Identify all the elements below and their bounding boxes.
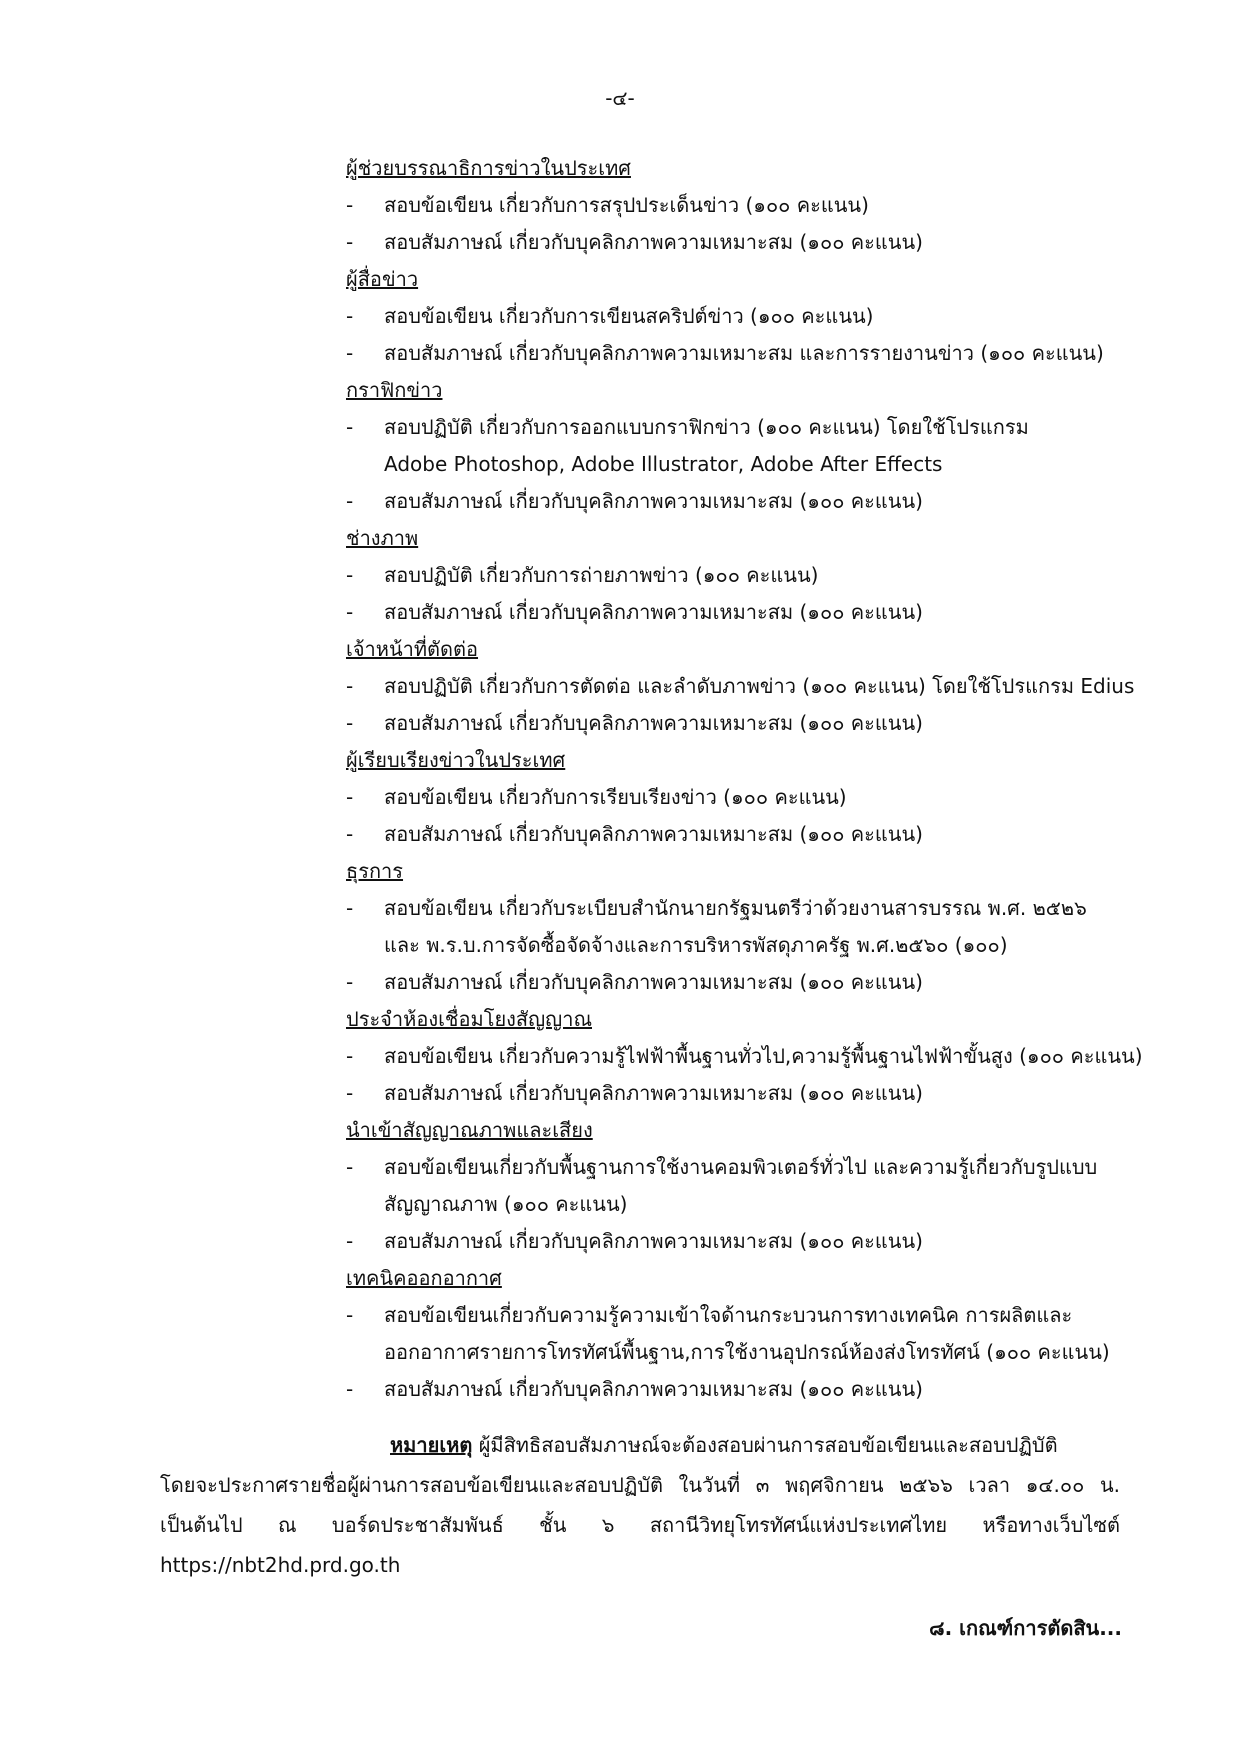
section-title: กราฟิกข่าว	[346, 378, 443, 402]
bullet-dash: -	[346, 600, 354, 624]
bullet-dash: -	[346, 1081, 354, 1105]
exam-item	[346, 1297, 1146, 1371]
exam-item	[346, 779, 1146, 816]
exam-item-text: สอบข้อเขียน เกี่ยวกับระเบียบสำนักนายกรัฐมนตรีว่าด้วยงานสารบรรณ พ.ศ. ๒๕๒๖	[384, 896, 1087, 920]
bullet-dash: -	[346, 1303, 354, 1327]
section-title: เทคนิคออกอากาศ	[346, 1266, 502, 1290]
note-first-line: ผู้มีสิทธิสอบสัมภาษณ์จะต้องสอบผ่านการสอบข้อเขียนและสอบปฏิบัติ	[478, 1433, 1058, 1457]
exam-item-text: สอบสัมภาษณ์ เกี่ยวกับบุคลิกภาพความเหมาะสม (๑๐๐ คะแนน)	[384, 1377, 923, 1401]
note-paragraph	[160, 1425, 1120, 1585]
exam-item	[346, 668, 1146, 705]
exam-item	[346, 816, 1146, 853]
exam-item-text: สอบสัมภาษณ์ เกี่ยวกับบุคลิกภาพความเหมาะสม (๑๐๐ คะแนน)	[384, 822, 923, 846]
exam-item-text: สอบข้อเขียน เกี่ยวกับการเรียบเรียงข่าว (๑๐๐ คะแนน)	[384, 785, 847, 809]
exam-item	[346, 187, 1146, 224]
exam-item-text: สอบสัมภาษณ์ เกี่ยวกับบุคลิกภาพความเหมาะสม และการรายงานข่าว (๑๐๐ คะแนน)	[384, 341, 1104, 365]
next-page-footer: ๘. เกณฑ์การตัดสิน...	[929, 1616, 1122, 1640]
section-title: ธุรการ	[346, 859, 404, 883]
bullet-dash: -	[346, 970, 354, 994]
exam-item-text: สอบสัมภาษณ์ เกี่ยวกับบุคลิกภาพความเหมาะสม (๑๐๐ คะแนน)	[384, 711, 923, 735]
exam-item-text: ออกอากาศรายการโทรทัศน์พื้นฐาน,การใช้งานอุปกรณ์ห้องส่งโทรทัศน์ (๑๐๐ คะแนน)	[384, 1340, 1110, 1364]
exam-item	[346, 594, 1146, 631]
section-title: ประจำห้องเชื่อมโยงสัญญาณ	[346, 1007, 592, 1031]
website-link[interactable]: https://nbt2hd.prd.go.th	[160, 1553, 401, 1577]
page-number: -๔-	[605, 86, 635, 110]
bullet-dash: -	[346, 822, 354, 846]
exam-item-text: สอบสัมภาษณ์ เกี่ยวกับบุคลิกภาพความเหมาะสม (๑๐๐ คะแนน)	[384, 970, 923, 994]
bullet-dash: -	[346, 711, 354, 735]
bullet-dash: -	[346, 1044, 354, 1068]
exam-item	[346, 409, 1146, 483]
exam-item	[346, 1149, 1146, 1223]
exam-item-text: สอบสัมภาษณ์ เกี่ยวกับบุคลิกภาพความเหมาะสม (๑๐๐ คะแนน)	[384, 489, 923, 513]
section-title: ผู้เรียบเรียงข่าวในประเทศ	[346, 748, 566, 772]
bullet-dash: -	[346, 563, 354, 587]
exam-item-text: สอบปฏิบัติ เกี่ยวกับการถ่ายภาพข่าว (๑๐๐ คะแนน)	[384, 563, 819, 587]
bullet-dash: -	[346, 230, 354, 254]
bullet-dash: -	[346, 896, 354, 920]
section-title: ผู้ช่วยบรรณาธิการข่าวในประเทศ	[346, 156, 631, 180]
exam-item-text: สอบข้อเขียนเกี่ยวกับความรู้ความเข้าใจด้านกระบวนการทางเทคนิค การผลิตและ	[384, 1303, 1073, 1327]
exam-item	[346, 890, 1146, 964]
bullet-dash: -	[346, 1229, 354, 1253]
exam-item-text: สอบสัมภาษณ์ เกี่ยวกับบุคลิกภาพความเหมาะสม (๑๐๐ คะแนน)	[384, 600, 923, 624]
exam-item-text: สอบข้อเขียน เกี่ยวกับการสรุปประเด็นข่าว (๑๐๐ คะแนน)	[384, 193, 869, 217]
exam-item	[346, 224, 1146, 261]
section-title: ช่างภาพ	[346, 526, 419, 550]
exam-item-text: Adobe Photoshop, Adobe Illustrator, Adobe After Effects	[384, 452, 943, 476]
section-title: ผู้สื่อข่าว	[346, 267, 419, 291]
exam-item	[346, 557, 1146, 594]
exam-item	[346, 298, 1146, 335]
exam-item	[346, 705, 1146, 742]
section-title: นำเข้าสัญญาณภาพและเสียง	[346, 1118, 593, 1142]
exam-item	[346, 1371, 1146, 1408]
exam-item	[346, 483, 1146, 520]
exam-item-text: สอบข้อเขียน เกี่ยวกับการเขียนสคริปต์ข่าว (๑๐๐ คะแนน)	[384, 304, 874, 328]
bullet-dash: -	[346, 785, 354, 809]
bullet-dash: -	[346, 674, 354, 698]
exam-item-text: สอบสัมภาษณ์ เกี่ยวกับบุคลิกภาพความเหมาะสม (๑๐๐ คะแนน)	[384, 1229, 923, 1253]
section-title: เจ้าหน้าที่ตัดต่อ	[346, 637, 479, 661]
exam-item-text: และ พ.ร.บ.การจัดซื้อจัดจ้างและการบริหารพัสดุภาครัฐ พ.ศ.๒๕๖๐ (๑๐๐)	[384, 933, 1008, 957]
exam-item-text: สอบปฏิบัติ เกี่ยวกับการตัดต่อ และลำดับภาพข่าว (๑๐๐ คะแนน) โดยใช้โปรแกรม Edius	[384, 674, 1135, 698]
bullet-dash: -	[346, 1377, 354, 1401]
bullet-dash: -	[346, 341, 354, 365]
exam-item-text: สอบสัมภาษณ์ เกี่ยวกับบุคลิกภาพความเหมาะสม (๑๐๐ คะแนน)	[384, 230, 923, 254]
exam-item-text: สัญญาณภาพ (๑๐๐ คะแนน)	[384, 1192, 628, 1216]
exam-item-text: สอบข้อเขียนเกี่ยวกับพื้นฐานการใช้งานคอมพิวเตอร์ทั่วไป และความรู้เกี่ยวกับรูปแบบ	[384, 1155, 1098, 1179]
exam-sections	[346, 150, 1146, 1408]
exam-item-text: สอบข้อเขียน เกี่ยวกับความรู้ไฟฟ้าพื้นฐานทั่วไป,ความรู้พื้นฐานไฟฟ้าขั้นสูง (๑๐๐ คะแนน)	[384, 1044, 1143, 1068]
exam-item-text: สอบปฏิบัติ เกี่ยวกับการออกแบบกราฟิกข่าว (๑๐๐ คะแนน) โดยใช้โปรแกรม	[384, 415, 1029, 439]
bullet-dash: -	[346, 304, 354, 328]
note-label: หมายเหตุ	[390, 1433, 473, 1457]
note-line-3: เป็นต้นไป ณ บอร์ดประชาสัมพันธ์ ชั้น ๖ สถานีวิทยุโทรทัศน์แห่งประเทศไทย หรือทางเว็บไซต์	[160, 1513, 1120, 1537]
bullet-dash: -	[346, 193, 354, 217]
bullet-dash: -	[346, 1155, 354, 1179]
bullet-dash: -	[346, 489, 354, 513]
bullet-dash: -	[346, 415, 354, 439]
exam-item	[346, 1075, 1146, 1112]
exam-item	[346, 335, 1146, 372]
exam-item	[346, 1038, 1146, 1075]
exam-item	[346, 1223, 1146, 1260]
exam-item-text: สอบสัมภาษณ์ เกี่ยวกับบุคลิกภาพความเหมาะสม (๑๐๐ คะแนน)	[384, 1081, 923, 1105]
note-line-2: โดยจะประกาศรายชื่อผู้ผ่านการสอบข้อเขียนและสอบปฏิบัติ ในวันที่ ๓ พฤศจิกายน ๒๕๖๖ เวลา ๑๔.๐๐ น.	[160, 1473, 1120, 1497]
exam-item	[346, 964, 1146, 1001]
